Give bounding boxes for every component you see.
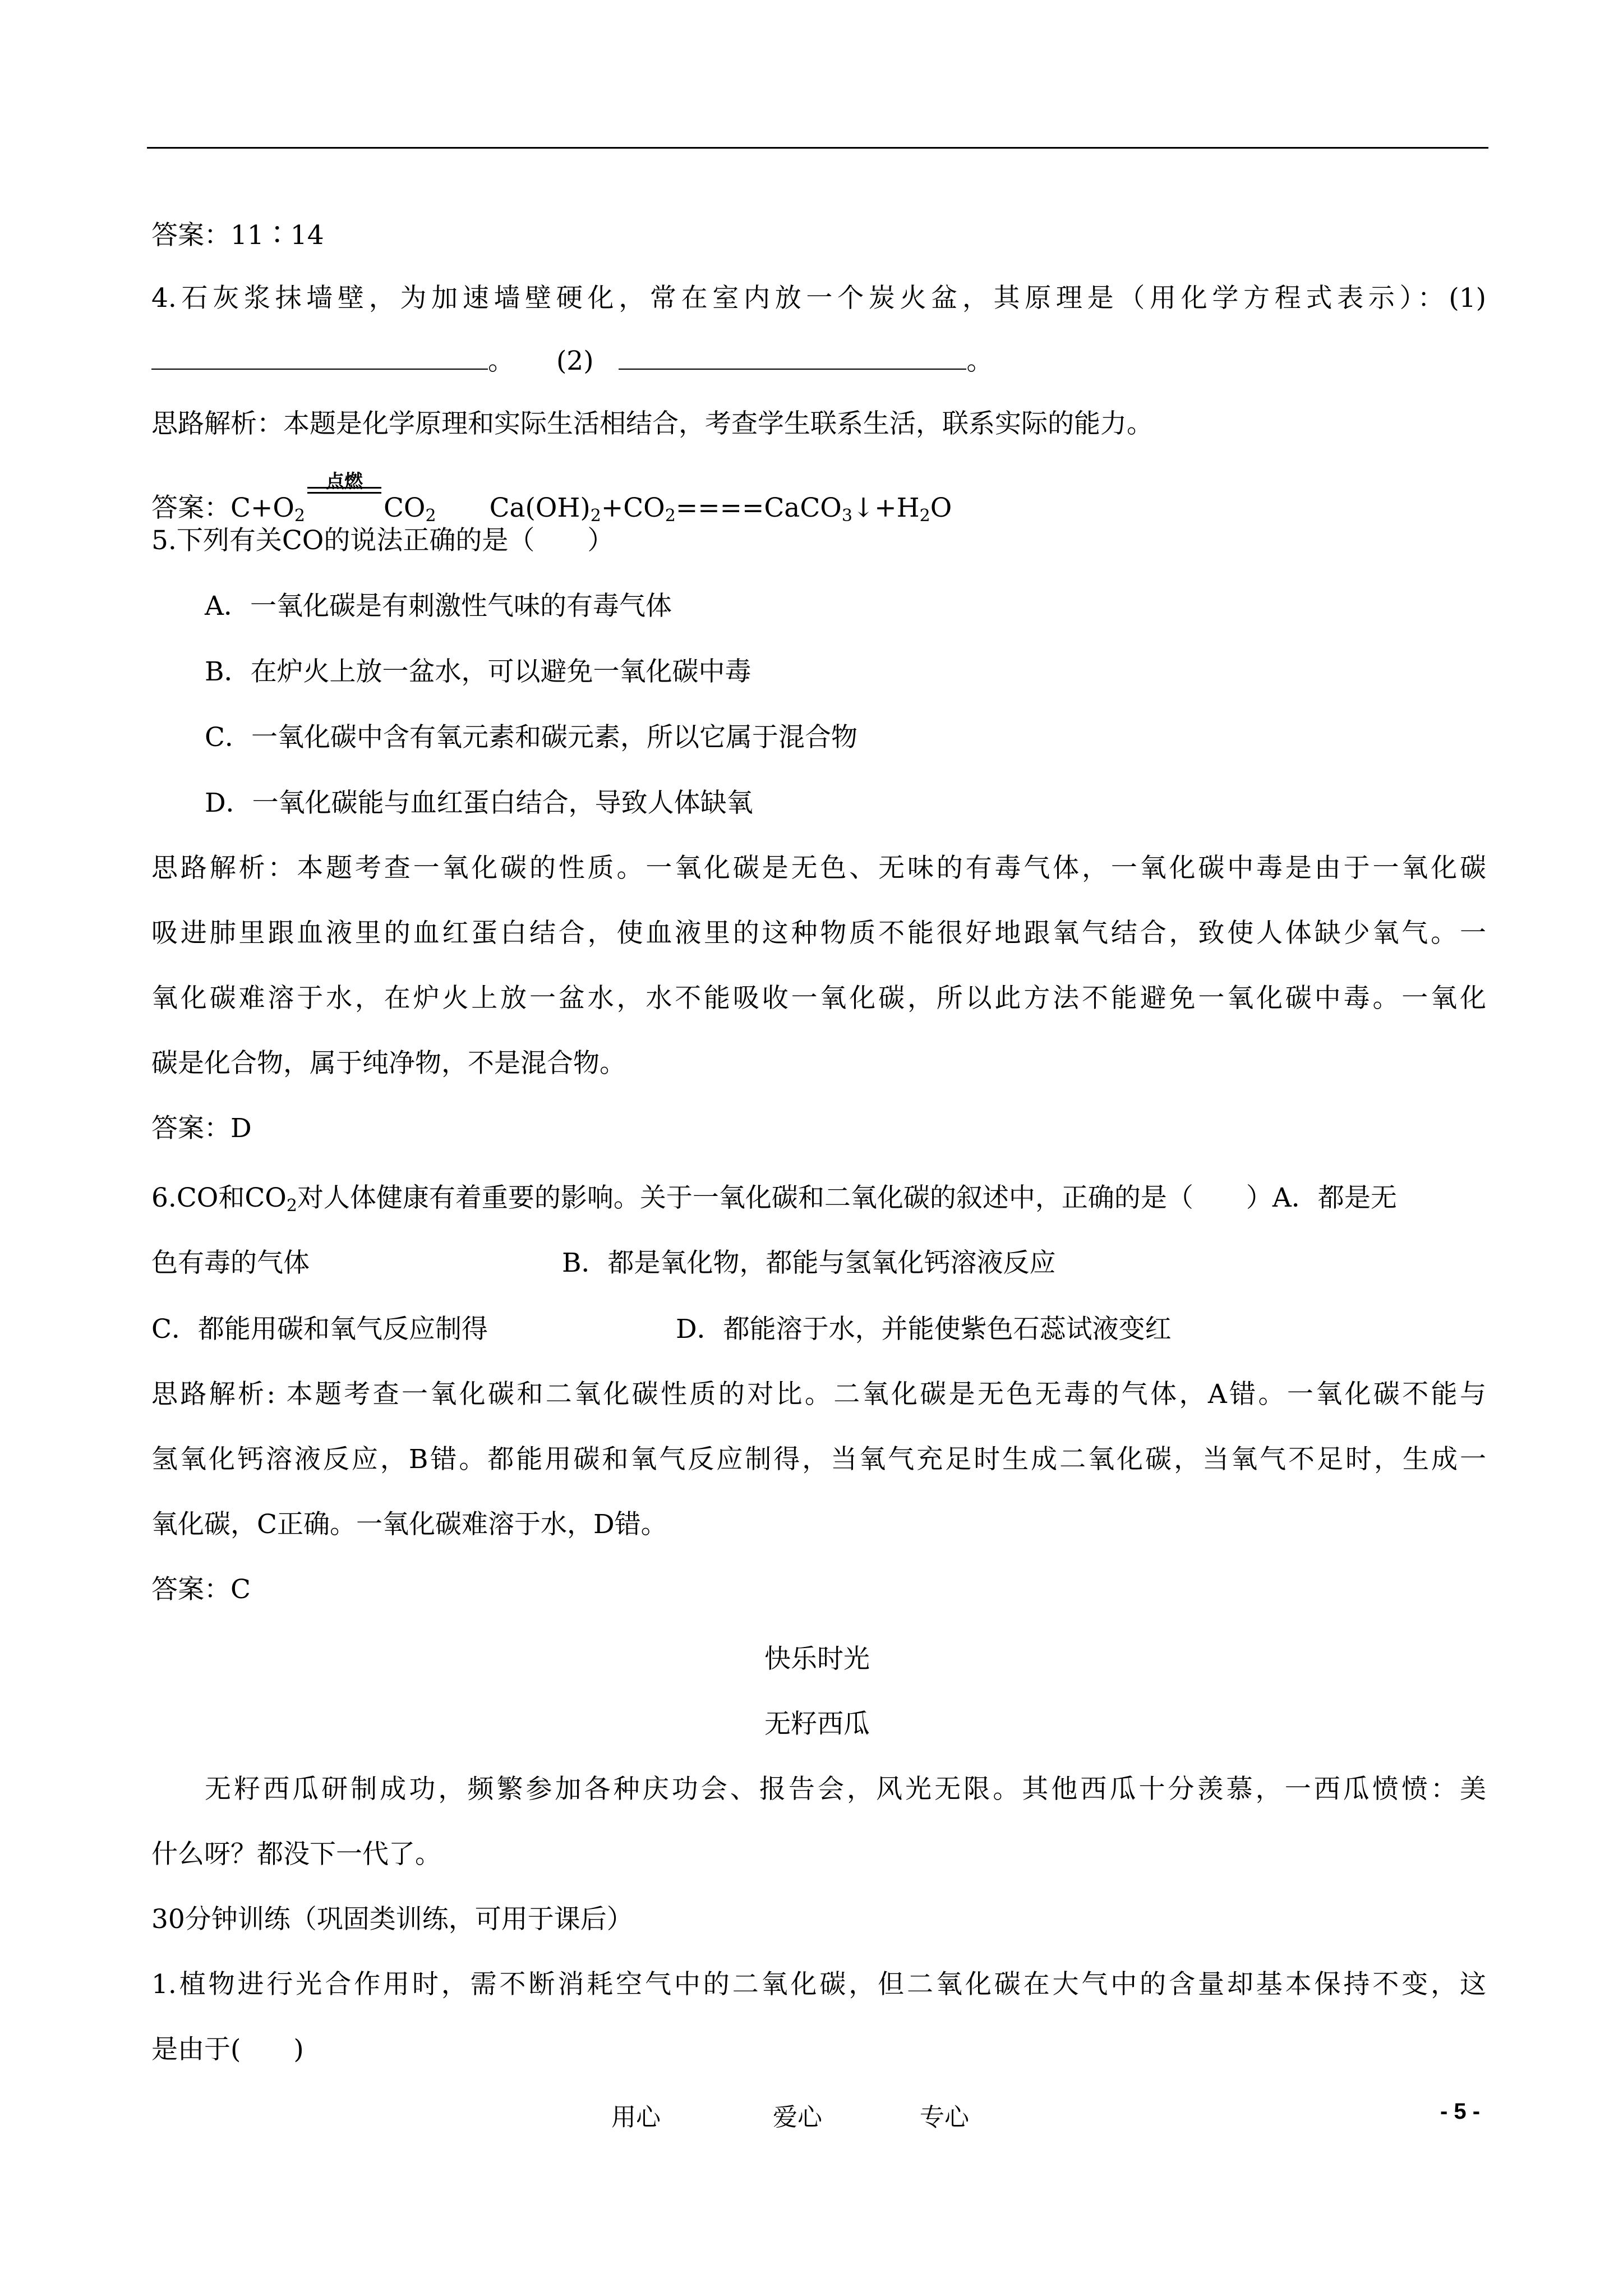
story-title: 无籽西瓜	[764, 1709, 870, 1740]
eq-sub: 3	[841, 506, 852, 526]
q6-part: 6.CO和CO	[151, 1182, 287, 1213]
eq-sub: 2	[919, 506, 930, 526]
option-d: D．都能溶于水，并能使紫色石蕊试液变红	[675, 1314, 1172, 1345]
answer-6: 答案：C	[151, 1574, 251, 1605]
analysis-5-line-1: 思路解析：本题考查一氧化碳的性质。一氧化碳是无色、无味的有毒气体，一氧化碳中毒是由于一氧化碳	[151, 853, 1486, 884]
option-d: D．一氧化碳能与血红蛋白结合，导致人体缺氧	[205, 788, 753, 818]
option-b: B．在炉火上放一盆水，可以避免一氧化碳中毒	[205, 656, 751, 687]
question-5: 5.下列有关CO的说法正确的是（ ）	[151, 525, 614, 556]
question-1-cont: 是由于( )	[151, 2034, 304, 2065]
blank-2-label: (2)	[556, 346, 594, 376]
analysis-5-line-4: 碳是化合物，属于纯净物，不是混合物。	[151, 1048, 626, 1079]
analysis-6-line-3: 氧化碳，C正确。一氧化碳难溶于水，D错。	[151, 1509, 667, 1540]
option-b: B．都是氧化物，都能与氢氧化钙溶液反应	[562, 1248, 1056, 1278]
eq-part: ====CaCO	[675, 493, 842, 523]
footer-word-2: 爱心	[773, 2103, 822, 2132]
q6-sub: 2	[286, 1196, 297, 1216]
story-line-2: 什么呀？都没下一代了。	[151, 1839, 441, 1870]
question-1: 1.植物进行光合作用时，需不断消耗空气中的二氧化碳，但二氧化碳在大气中的含量却基本保持不变，这	[151, 1969, 1486, 2000]
answer-line: 答案：11∶14	[151, 220, 324, 251]
analysis-6-line-1: 思路解析: 本题考查一氧化碳和二氧化碳性质的对比。二氧化碳是无色无毒的气体，A错。一氧化碳不能与	[151, 1379, 1486, 1410]
double-bar	[307, 487, 381, 494]
analysis-5-line-2: 吸进肺里跟血液里的血红蛋白结合，使血液里的这种物质不能很好地跟氧气结合，致使人体缺少氧气。一	[151, 918, 1486, 949]
section-30min: 30分钟训练（巩固类训练，可用于课后）	[151, 1904, 633, 1935]
option-a: 色有毒的气体	[151, 1248, 310, 1278]
page-number: - 5 -	[1440, 2099, 1481, 2124]
reaction-condition	[305, 470, 384, 523]
eq-part: +CO	[601, 493, 665, 523]
question-4-blanks	[151, 340, 993, 378]
condition-label: 点燃	[325, 470, 363, 492]
footer-word-1: 用心	[611, 2103, 661, 2132]
eq-part: 答案：C+O	[151, 493, 294, 523]
eq-part: Ca(OH)	[489, 493, 591, 523]
blank-2-sep: 。	[966, 346, 993, 376]
eq-sub: 2	[665, 506, 676, 526]
section-heading: 快乐时光	[764, 1644, 870, 1674]
eq-sub: 2	[590, 506, 601, 526]
option-c: C．都能用碳和氧气反应制得	[151, 1314, 488, 1345]
story-line-1: 无籽西瓜研制成功，频繁参加各种庆功会、报告会，风光无限。其他西瓜十分羡慕，一西瓜愤愤：美	[205, 1774, 1486, 1805]
eq-part: ↓+H	[852, 493, 920, 523]
footer-word-3: 专心	[920, 2103, 969, 2132]
answer-4-equations	[151, 470, 952, 526]
header-rule	[147, 147, 1488, 149]
blank-1[interactable]	[151, 346, 488, 370]
analysis-5-line-3: 氧化碳难溶于水，在炉火上放一盆水，水不能吸收一氧化碳，所以此方法不能避免一氧化碳中毒。一氧化	[151, 983, 1486, 1014]
question-6-options-2	[151, 1308, 1172, 1346]
option-a: A．一氧化碳是有刺激性气味的有毒气体	[205, 591, 672, 622]
blank-1-sep: 。	[488, 346, 514, 376]
eq-part: CO	[383, 493, 426, 523]
analysis-6-line-2: 氢氧化钙溶液反应，B错。都能用碳和氧气反应制得，当氧气充足时生成二氧化碳，当氧气不足时，生成一	[151, 1444, 1486, 1475]
answer-5: 答案：D	[151, 1113, 252, 1144]
blank-2[interactable]	[619, 346, 966, 370]
eq-part: O	[930, 493, 952, 523]
question-4: 4.石灰浆抹墙壁，为加速墙壁硬化，常在室内放一个炭火盆，其原理是（用化学方程式表示）：(1)	[151, 283, 1486, 314]
question-6-options-1	[151, 1242, 1056, 1280]
analysis-4: 思路解析：本题是化学原理和实际生活相结合，考查学生联系生活，联系实际的能力。	[151, 408, 1153, 439]
eq-sub: 2	[425, 506, 436, 526]
option-c: C．一氧化碳中含有氧元素和碳元素，所以它属于混合物	[205, 722, 857, 753]
eq-sub: 2	[294, 506, 305, 526]
q6-part: 对人体健康有着重要的影响。关于一氧化碳和二氧化碳的叙述中，正确的是（ ）A．都是无	[297, 1182, 1397, 1213]
question-6	[151, 1177, 1397, 1214]
